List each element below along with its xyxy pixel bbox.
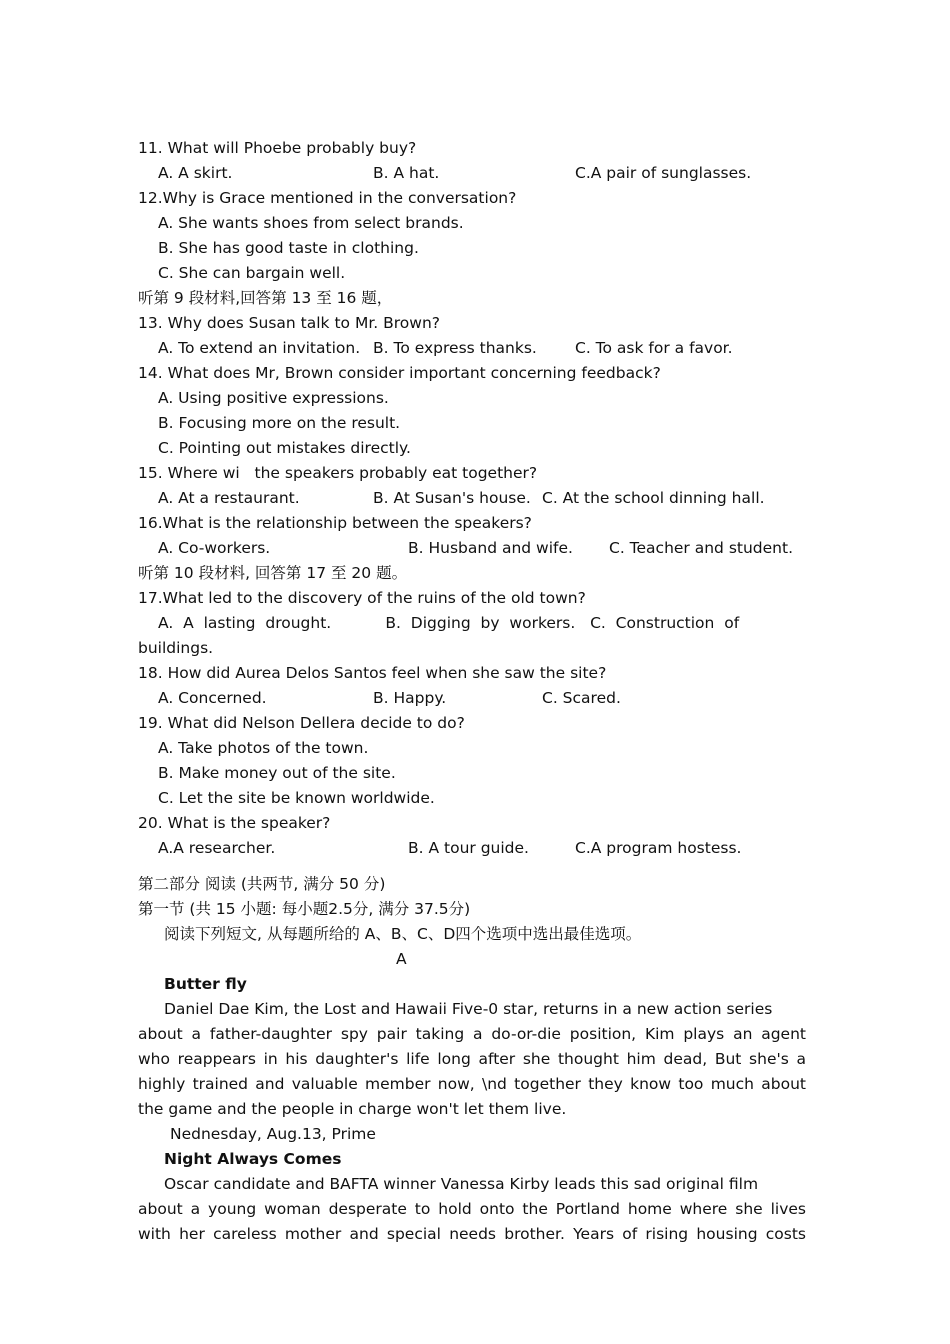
- option-c: C. To ask for a favor.: [575, 339, 733, 357]
- question-13-options: [138, 336, 806, 361]
- paragraph-line: Daniel Dae Kim, the Lost and Hawaii Five-0 star, returns in a new action series: [164, 1000, 773, 1018]
- option-b: B. A hat.: [373, 164, 440, 182]
- option-a: A. To extend an invitation.: [158, 339, 361, 357]
- paragraph-line: about a young woman desperate to hold onto the Portland home where she lives: [138, 1200, 806, 1218]
- question-17-options-wrap: buildings.: [138, 639, 214, 657]
- question-11-options: [138, 161, 806, 186]
- item-title-night-always-comes: Night Always Comes: [164, 1150, 342, 1168]
- option-b: B. Focusing more on the result.: [158, 414, 401, 432]
- question-12: 12.Why is Grace mentioned in the conversation?: [138, 189, 517, 207]
- question-18: 18. How did Aurea Delos Santos feel when she saw the site?: [138, 664, 607, 682]
- question-11: 11. What will Phoebe probably buy?: [138, 139, 417, 157]
- option-c: C. Scared.: [542, 689, 621, 707]
- paragraph-line: highly trained and valuable member now, \nd together they know too much about: [138, 1075, 806, 1093]
- question-16: 16.What is the relationship between the speakers?: [138, 514, 532, 532]
- option-c: C. At the school dinning hall.: [542, 489, 765, 507]
- option-b: B. To express thanks.: [373, 339, 537, 357]
- question-19: 19. What did Nelson Dellera decide to do?: [138, 714, 465, 732]
- option-c: C. Let the site be known worldwide.: [158, 789, 435, 807]
- option-b: B. A tour guide.: [408, 839, 529, 857]
- question-17-options: A. A lasting drought. B. Digging by workers. C. Construction of: [158, 614, 740, 632]
- option-b: B. Husband and wife.: [408, 539, 573, 557]
- passage-label: A: [396, 950, 407, 968]
- paragraph-line: with her careless mother and special needs brother. Years of rising housing costs: [138, 1225, 806, 1243]
- option-c: C. Teacher and student.: [609, 539, 793, 557]
- option-c: C.A program hostess.: [575, 839, 742, 857]
- option-b: B. At Susan's house.: [373, 489, 531, 507]
- exam-page: [138, 136, 806, 1247]
- question-13: 13. Why does Susan talk to Mr. Brown?: [138, 314, 441, 332]
- paragraph-line: who reappears in his daughter's life long after she thought him dead, But she's a: [138, 1050, 806, 1068]
- question-14: 14. What does Mr, Brown consider important concerning feedback?: [138, 364, 661, 382]
- question-20: 20. What is the speaker?: [138, 814, 331, 832]
- paragraph-line: the game and the people in charge won't let them live.: [138, 1100, 567, 1118]
- section-note-10: 听第 10 段材料, 回答第 17 至 20 题。: [138, 564, 408, 582]
- option-b: B. She has good taste in clothing.: [158, 239, 419, 257]
- question-17: 17.What led to the discovery of the ruins of the old town?: [138, 589, 586, 607]
- option-a: A. She wants shoes from select brands.: [158, 214, 464, 232]
- item-title-butterfly: Butter fly: [164, 975, 247, 993]
- option-a: A. At a restaurant.: [158, 489, 300, 507]
- instruction: 阅读下列短文, 从每题所给的 A、B、C、D四个选项中选出最佳选项。: [164, 925, 642, 943]
- option-a: A.A researcher.: [158, 839, 276, 857]
- paragraph-line: Oscar candidate and BAFTA winner Vanessa Kirby leads this sad original film: [164, 1175, 759, 1193]
- option-a: A. Take photos of the town.: [158, 739, 369, 757]
- question-15-options: [138, 486, 806, 511]
- question-18-options: [138, 686, 806, 711]
- paragraph-line: about a father-daughter spy pair taking a do-or-die position, Kim plays an agent: [138, 1025, 806, 1043]
- section-note-9: 听第 9 段材料,回答第 13 至 16 题，: [138, 289, 393, 307]
- option-a: A. Co-workers.: [158, 539, 271, 557]
- option-b: B. Make money out of the site.: [158, 764, 396, 782]
- part-title: 第二部分 阅读 (共两节, 满分 50 分): [138, 875, 386, 893]
- question-15: 15. Where wi the speakers probably eat together?: [138, 464, 538, 482]
- schedule-line: Nednesday, Aug.13, Prime: [170, 1125, 376, 1143]
- option-a: A. A skirt.: [158, 164, 233, 182]
- option-a: A. Using positive expressions.: [158, 389, 389, 407]
- question-20-options: [138, 836, 806, 861]
- option-b: B. Happy.: [373, 689, 447, 707]
- option-c: C. Pointing out mistakes directly.: [158, 439, 411, 457]
- option-c: C.A pair of sunglasses.: [575, 164, 752, 182]
- option-a: A. Concerned.: [158, 689, 267, 707]
- question-16-options: [138, 536, 806, 561]
- section-title: 第一节 (共 15 小题: 每小题2.5分, 满分 37.5分): [138, 900, 471, 918]
- option-c: C. She can bargain well.: [158, 264, 346, 282]
